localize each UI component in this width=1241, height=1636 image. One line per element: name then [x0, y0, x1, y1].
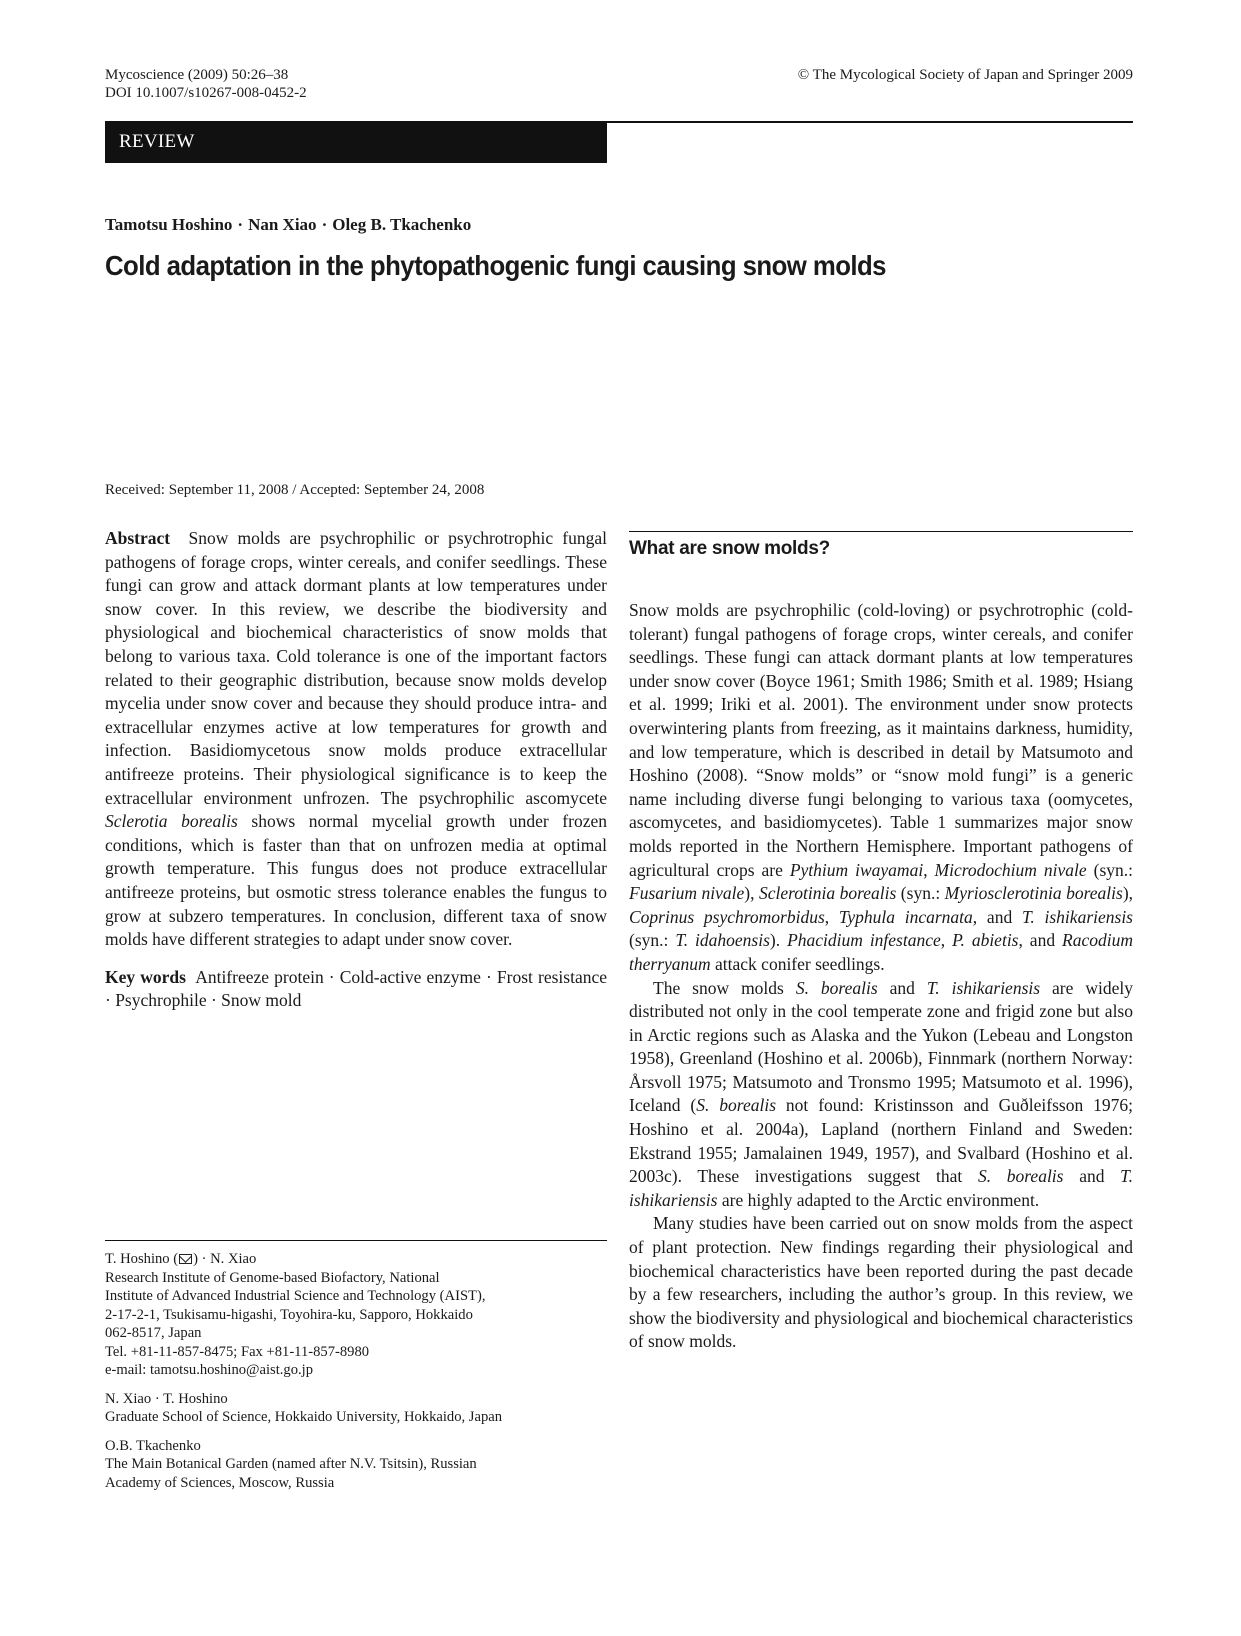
affiliation-block: [105, 1250, 607, 1380]
affiliation-line: 2-17-2-1, Tsukisamu-higashi, Toyohira-ku, Sapporo, Hokkaido: [105, 1306, 473, 1323]
affiliation-names: N. Xiao · T. Hoshino: [105, 1390, 228, 1407]
section-heading: What are snow molds?: [629, 538, 830, 559]
species-name: Sclerotia borealis: [105, 811, 238, 832]
affiliations: [105, 1250, 607, 1502]
species-name: Microdochium nivale: [934, 859, 1087, 880]
species-name: Fusarium nivale: [629, 883, 745, 904]
affiliation-line: Graduate School of Science, Hokkaido University, Hokkaido, Japan: [105, 1409, 503, 1425]
section-rule: [629, 531, 1133, 532]
species-name: S. borealis: [795, 977, 878, 998]
species-name: Phacidium infestance: [787, 930, 941, 951]
contact-phone: Tel. +81-11-857-8475; Fax +81-11-857-8980: [105, 1343, 370, 1360]
abstract: [105, 527, 607, 952]
species-name: T. ishikariensis: [1021, 906, 1133, 927]
affiliation-line: Academy of Sciences, Moscow, Russia: [105, 1474, 335, 1491]
species-name: Myriosclerotinia borealis: [944, 883, 1123, 904]
body-paragraph: Snow molds are psychrophilic (cold-loving) or psychrotrophic (cold-tolerant) fungal pathogens of forage crops, winter cereals, and conifer seedlings. These fungi can attack dormant plants at low temperatures under snow cover (Boyce 1961; Smith 1986; Smith et al. 1989; Hsiang et al. 1999; Iriki et al. 2001). The environment under snow protects overwintering plants from freezing, as it maintains darkness, humidity, and low temperature, which is described in detail by Matsumoto and Hoshino (2008). “Snow molds” or “snow mold fungi” is a generic name including diverse fungi belonging to various taxa (oomycetes, ascomycetes, and basidiomycetes). Table 1 summarizes major snow molds reported in the Northern Hemisphere. Important pathogens of agricultural crops are Pythium iwayamai, Microdochium nivale (syn.: Fusarium nivale), Sclerotinia borealis (syn.: Myriosclerotinia borealis), Coprinus psychromorbidus, Typhula incarnata, and T. ishikariensis (syn.: T. idahoensis). Phacidium infestance, P. abietis, and Racodium therryanum attack conifer seedlings.: [629, 600, 1134, 974]
affiliation-line: Research Institute of Genome-based Biofactory, National: [105, 1269, 440, 1286]
affiliation-names: O.B. Tkachenko: [105, 1437, 201, 1454]
abstract-label: Abstract: [105, 528, 171, 548]
body-paragraph: Many studies have been carried out on snow molds from the aspect of plant protection. New findings regarding their physiological and biochemical characteristics have been reported during the past decade by a few researchers, including the author’s group. In this review, we show the biodiversity and physiological and biochemical characteristics of snow molds.: [629, 1213, 1133, 1352]
author-separator: ·: [237, 215, 244, 234]
species-name: S. borealis: [977, 1166, 1064, 1187]
body-paragraph: The snow molds S. borealis and T. ishikariensis are widely distributed not only in the cool temperate zone and frigid zone but also in Arctic regions such as Alaska and the Yukon (Lebeau and Longston 1958), Greenland (Hoshino et al. 2006b), Finnmark (northern Norway: Årsvoll 1975; Matsumoto and Tronsmo 1995; Matsumoto et al. 1996), Iceland (S. borealis not found: Kristinsson and Guðleifsson 1976; Hoshino et al. 2004a), Lapland (northern Finland and Sweden: Ekstrand 1955; Jamalainen 1949, 1957), and Svalbard (Hoshino et al. 2003c). These investigations suggest that S. borealis and T. ishikariensis are highly adapted to the Arctic environment.: [629, 977, 1134, 1210]
species-name: T. ishikariensis: [629, 1166, 1133, 1210]
affiliation-block: [105, 1437, 607, 1493]
species-name: P. abietis: [952, 930, 1019, 951]
abstract-text: shows normal mycelial growth under frozen conditions, which is faster than that on unfrozen media at optimal growth temperature. This fungus does not produce extracellular antifreeze proteins, but osmotic stress tolerance enables the fungus to grow at subzero temperatures. In conclusion, different taxa of snow molds have different strategies to adapt under snow cover.: [105, 811, 607, 950]
author-separator: ·: [321, 215, 328, 234]
species-name: Racodium therryanum: [629, 930, 1133, 974]
author-name: Tamotsu Hoshino: [105, 215, 233, 234]
author-list: [105, 215, 471, 235]
affiliation-line: The Main Botanical Garden (named after N.V. Tsitsin), Russian: [105, 1456, 477, 1472]
abstract-text: Snow molds are psychrophilic or psychrotrophic fungal pathogens of forage crops, winter cereals, and conifer seedlings. These fungi can grow and attack dormant plants at low temperatures under snow cover. In this review, we describe the biodiversity and physiological and biochemical characteristics of snow molds that belong to various taxa. Cold tolerance is one of the important factors related to their geographic distribution, because snow molds develop mycelia under snow cover and because they should produce intra- and extracellular enzymes active at low temperatures for growth and infection. Basidiomycetous snow molds produce extracellular antifreeze proteins. Their physiological significance is to keep the extracellular environment unfrozen. The psychrophilic ascomycete: [105, 528, 607, 808]
species-name: Sclerotinia borealis: [758, 883, 897, 904]
species-name: Coprinus psychromorbidus: [629, 906, 825, 927]
affiliation-line: Institute of Advanced Industrial Science and Technology (AIST),: [105, 1288, 486, 1304]
species-name: T. ishikariensis: [926, 977, 1041, 998]
received-dates: Received: September 11, 2008 / Accepted: September 24, 2008: [105, 482, 485, 498]
affiliation-block: [105, 1390, 607, 1427]
author-name: Nan Xiao: [248, 215, 317, 234]
keywords: [105, 966, 607, 1013]
article-type-banner: REVIEW: [105, 121, 607, 163]
affiliation-line: 062-8517, Japan: [105, 1325, 202, 1341]
contact-email: e-mail: tamotsu.hoshino@aist.go.jp: [105, 1362, 314, 1378]
footnote-rule: [105, 1240, 607, 1241]
keywords-label: Key words: [105, 966, 186, 987]
copyright: © The Mycological Society of Japan and Springer 2009: [797, 67, 1133, 83]
author-name: Oleg B. Tkachenko: [332, 215, 472, 234]
species-name: T. idahoensis: [675, 930, 770, 951]
keywords-text: Antifreeze protein · Cold-active enzyme · Frost resistance · Psychrophile · Snow mold: [105, 966, 607, 1011]
envelope-icon: [179, 1254, 192, 1264]
species-name: Pythium iwayamai: [789, 859, 924, 880]
left-column: [105, 527, 607, 1013]
species-name: S. borealis: [696, 1095, 777, 1116]
article-title: Cold adaptation in the phytopathogenic fungi causing snow molds: [105, 250, 886, 281]
right-column: [629, 599, 1133, 1354]
journal-citation: Mycoscience (2009) 50:26–38: [105, 67, 289, 83]
affiliation-names: T. Hoshino ( ) · N. Xiao: [105, 1251, 257, 1267]
species-name: Typhula incarnata: [838, 906, 973, 927]
doi: DOI 10.1007/s10267-008-0452-2: [105, 85, 307, 101]
